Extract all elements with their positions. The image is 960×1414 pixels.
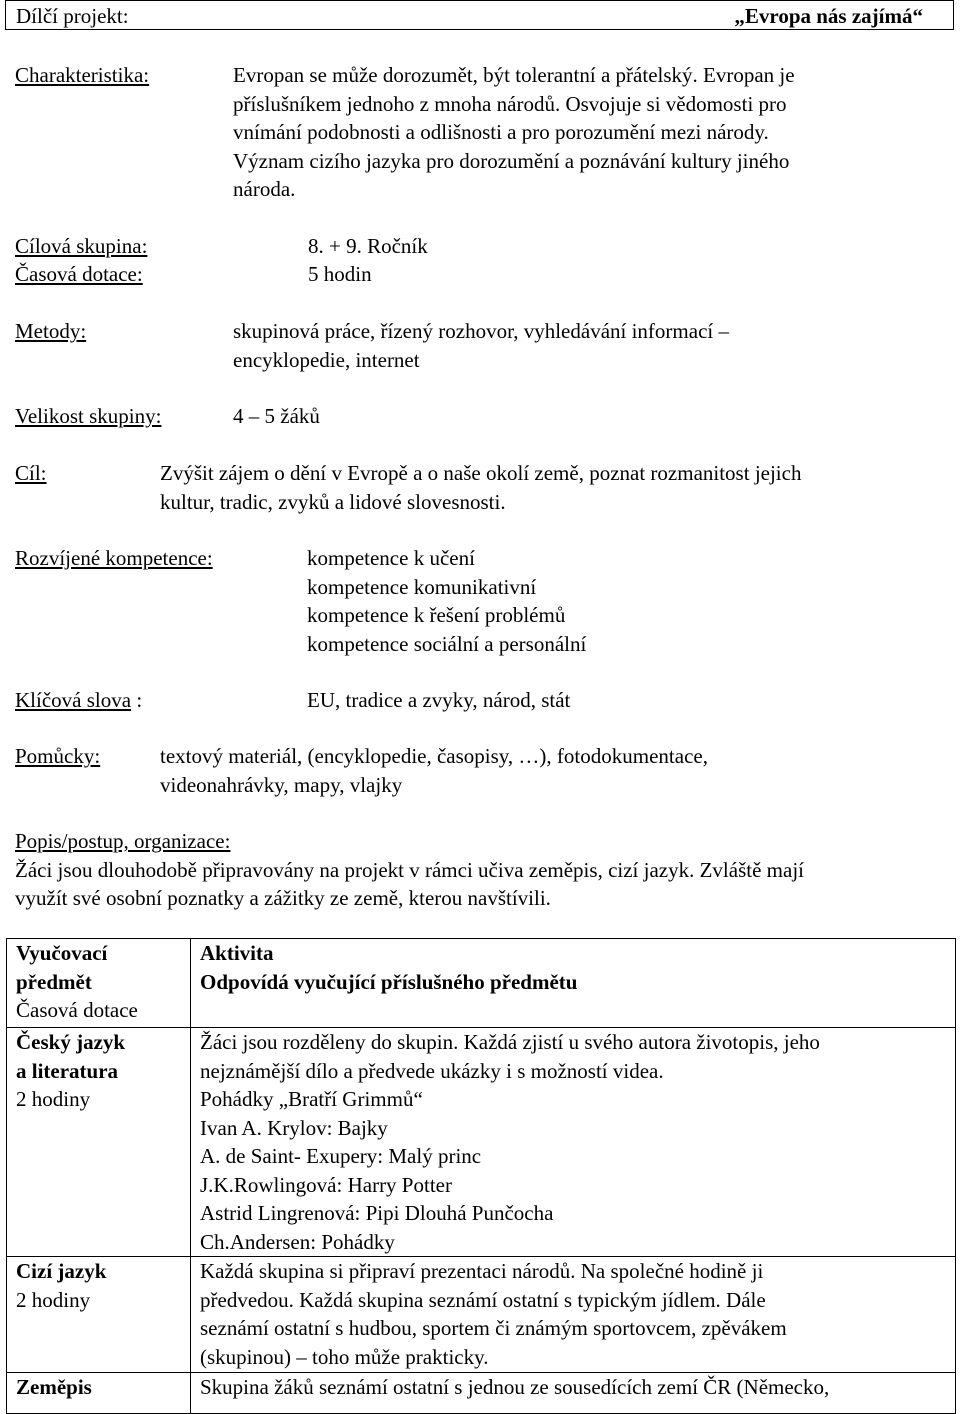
activity-line: seznámí ostatní s hudbou, sportem či známým sportovcem, zpěvákem [200, 1316, 787, 1340]
klicova-slova-colon: : [131, 688, 143, 712]
klicova-slova-label [15, 686, 142, 715]
project-header [5, 0, 954, 30]
table-row [7, 1373, 956, 1414]
cilova-skupina-label: Cílová skupina: [15, 234, 148, 258]
metody-text [233, 317, 729, 374]
activity-cell [191, 1257, 956, 1373]
header-line: Vyučovací [16, 941, 108, 965]
table-header-row [7, 939, 956, 1028]
subject-name: Český jazyk [16, 1030, 126, 1054]
text-line: videonahrávky, mapy, vlajky [160, 772, 403, 797]
charakteristika-label: Charakteristika: [15, 63, 150, 87]
activity-line: J.K.Rowlingová: Harry Potter [200, 1172, 452, 1197]
activity-cell [191, 1028, 956, 1257]
kompetence-label: Rozvíjené kompetence: [15, 546, 213, 570]
klicova-slova-value: EU, tradice a zvyky, národ, stát [307, 688, 571, 712]
activity-line: Astrid Lingrenová: Pipi Dlouhá Punčocha [200, 1201, 554, 1225]
subject-hours: 2 hodiny [16, 1287, 91, 1312]
velikost-value: 4 – 5 žáků [233, 404, 320, 428]
cil-label: Cíl: [15, 461, 47, 485]
text-line: skupinová práce, řízený rozhovor, vyhledávání informací – [233, 319, 729, 343]
table-header-activity [191, 939, 956, 1028]
subject-name: a literatura [16, 1058, 119, 1083]
table-header-subject [7, 939, 191, 1028]
velikost-label: Velikost skupiny: [15, 404, 162, 428]
text-line: vnímání podobnosti a odlišnosti a pro porozumění mezi národy. [233, 120, 769, 144]
list-item: kompetence komunikativní [307, 574, 537, 599]
cilova-skupina-value: 8. + 9. Ročník [308, 234, 428, 258]
cil-text [160, 459, 801, 516]
text-line: encyklopedie, internet [233, 347, 420, 372]
header-line: předmět [16, 969, 92, 994]
text-line: textový materiál, (encyklopedie, časopisy, …), fotodokumentace, [160, 744, 708, 768]
project-label: Dílčí projekt: [16, 4, 129, 28]
casova-dotace-value: 5 hodin [308, 262, 372, 286]
metody-label: Metody: [15, 319, 87, 343]
activity-line: (skupinou) – toho může prakticky. [200, 1344, 489, 1369]
text-line: využít své osobní poznatky a zážitky ze země, kterou navštívili. [15, 886, 551, 910]
kompetence-list [307, 544, 586, 658]
activity-line: nejznámější dílo a předvede ukázky i s možností videa. [200, 1058, 664, 1083]
table-row [7, 1028, 956, 1257]
header-line: Časová dotace [16, 998, 138, 1022]
text-line: národa. [233, 177, 296, 201]
project-title: „Evropa nás zajímá“ [734, 4, 923, 28]
subject-name: Zeměpis [16, 1375, 92, 1399]
activity-line: předvedou. Každá skupina seznámí ostatní s typickým jídlem. Dále [200, 1287, 766, 1312]
header-line: Odpovídá vyučující příslušného předmětu [200, 969, 578, 994]
activity-line: Ivan A. Krylov: Bajky [200, 1115, 388, 1140]
activity-line: Žáci jsou rozděleny do skupin. Každá zjistí u svého autora životopis, jeho [200, 1030, 820, 1054]
text-line: kultur, tradic, zvyků a lidové slovesnosti. [160, 489, 506, 514]
text-line: Evropan se může dorozumět, být tolerantní a přátelský. Evropan je [233, 63, 795, 87]
charakteristika-text [233, 61, 795, 204]
activity-line: Pohádky „Bratří Grimmů“ [200, 1087, 423, 1111]
text-line: Význam cizího jazyka pro dorozumění a poznávání kultury jiného [233, 148, 790, 173]
pomucky-label: Pomůcky: [15, 744, 101, 768]
text-line: Zvýšit zájem o dění v Evropě a o naše okolí země, poznat rozmanitost jejich [160, 461, 802, 485]
activity-line: Skupina žáků seznámí ostatní s jednou ze sousedících zemí ČR (Německo, [200, 1375, 830, 1399]
activity-line: Ch.Andersen: Pohádky [200, 1229, 395, 1254]
subject-hours: 2 hodiny [16, 1087, 91, 1111]
activity-table [6, 938, 956, 1414]
subject-name: Cizí jazyk [16, 1259, 107, 1283]
header-line: Aktivita [200, 941, 274, 965]
popis-section [15, 827, 804, 913]
text-line: příslušníkem jednoho z mnoha národů. Osvojuje si vědomosti pro [233, 91, 787, 116]
list-item: kompetence k řešení problémů [307, 603, 566, 627]
text-line: Žáci jsou dlouhodobě připravovány na projekt v rámci učiva zeměpis, cizí jazyk. Zvláště mají [15, 857, 804, 882]
activity-line: Každá skupina si připraví prezentaci národů. Na společné hodině ji [200, 1259, 764, 1283]
klicova-slova-label-text: Klíčová slova [15, 688, 132, 712]
list-item: kompetence sociální a personální [307, 631, 587, 656]
popis-label: Popis/postup, organizace: [15, 829, 231, 853]
subject-cell [7, 1373, 191, 1414]
subject-cell [7, 1028, 191, 1257]
pomucky-text [160, 742, 708, 799]
casova-dotace-label: Časová dotace: [15, 262, 143, 286]
list-item: kompetence k učení [307, 546, 475, 570]
activity-cell [191, 1373, 956, 1414]
activity-line: A. de Saint- Exupery: Malý princ [200, 1144, 482, 1168]
table-row [7, 1257, 956, 1373]
subject-cell [7, 1257, 191, 1373]
